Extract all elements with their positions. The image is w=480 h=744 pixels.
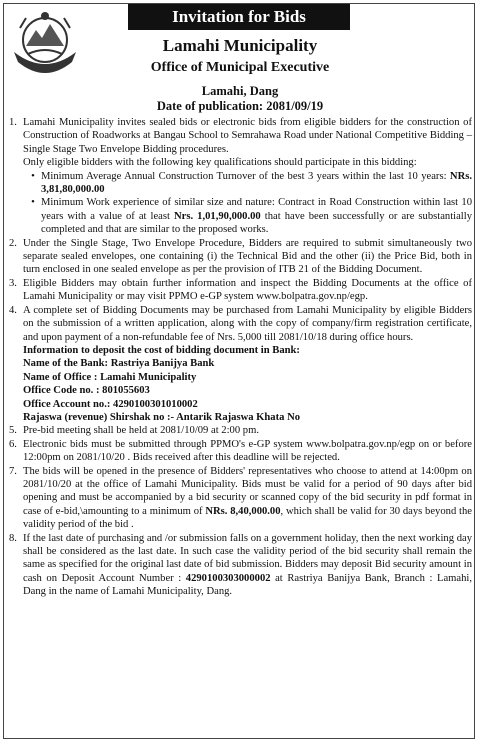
- item-number: 5.: [9, 425, 17, 437]
- item-text: Lamahi Municipality invites sealed bids or electronic bids from eligible bidders for the construction of Construction of Roadworks at Bangau School to Semrahawa Road under National Competitive Bidding – Single Stage Two Envelope Bidding procedures.: [23, 117, 472, 155]
- turnover-amount: NRs. 3,81,80,000.00: [41, 170, 472, 196]
- notice-body: [9, 116, 472, 599]
- list-item: [9, 424, 472, 437]
- bid-security-amount: NRs. 8,40,000.00: [205, 505, 281, 517]
- list-item: [9, 277, 472, 304]
- office-code: Office Code no. : 801055603: [23, 385, 150, 397]
- bank-info-heading: Information to deposit the cost of bidding document in Bank:: [23, 344, 300, 356]
- office-name: Office of Municipal Executive: [150, 60, 330, 75]
- item-number: 2.: [9, 237, 17, 249]
- list-item: [9, 532, 472, 599]
- item-text: Electronic bids must be submitted through PPMO's e-GP system www.bolpatra.gov.np/egp on or before 12:00pm on 2081/10/20 . Bids received after this deadline will be rejected.: [23, 438, 472, 464]
- item-text: , which shall be valid for 30 days beyond the validity period of the bid .: [23, 505, 472, 531]
- publication-date: Date of publication: 2081/09/19: [156, 99, 324, 113]
- banner-title: Invitation for Bids: [128, 4, 350, 30]
- list-item: [9, 438, 472, 465]
- item-number: 7.: [9, 465, 17, 477]
- item-text: Only eligible bidders with the following key qualifications should participate in this bidding:: [23, 157, 417, 169]
- list-item: [9, 116, 472, 237]
- qualification-text: Minimum Average Annual Construction Turnover of the best 3 years within the last 10 years:: [41, 170, 450, 182]
- qualification-bullet: [25, 196, 472, 236]
- bullet-icon: •: [31, 170, 35, 182]
- bullet-icon: •: [31, 197, 35, 209]
- item-text: Eligible Bidders may obtain further information and inspect the Bidding Documents at the office of Lamahi Municipality or may visit PPMO e-GP system www.bolpatra.gov.np/egp.: [23, 277, 472, 303]
- organization-name: Lamahi Municipality: [162, 36, 318, 55]
- item-number: 3.: [9, 277, 17, 289]
- list-item: [9, 304, 472, 425]
- qualification-bullet: [25, 170, 472, 197]
- list-item: [9, 237, 472, 277]
- bank-name: Name of the Bank: Rastriya Banijya Bank: [23, 358, 215, 370]
- revenue-heading: Rajaswa (revenue) Shirshak no :- Antarik Rajaswa Khata No: [23, 411, 301, 423]
- location: Lamahi, Dang: [201, 84, 279, 98]
- experience-amount: Nrs. 1,01,90,000.00: [174, 210, 261, 222]
- item-text: A complete set of Bidding Documents may be purchased from Lamahi Municipality by eligible Bidders on the submission of a written application, along with the copy of company/firm registration certificate, and upon payment of a non-refundable fee of Nrs. 5,000 till 2081/10/18 during office hours.: [23, 304, 472, 343]
- item-number: 1.: [9, 117, 17, 128]
- item-number: 6.: [9, 438, 17, 450]
- list-item: [9, 465, 472, 532]
- item-number: 8.: [9, 532, 17, 544]
- item-text: If the last date of purchasing and /or submission falls on a government holiday, then the next working day shall be considered as the last date. In such case the validity period of the bid security shall remain the same as specified for the original last date of bid submission. Bidders may deposit Bid security amount in cash on Deposit Account Number :: [23, 532, 472, 584]
- item-text: The bids will be opened in the presence of Bidders' representatives who choose to attend at 14:00pm on 2081/10/20 at the office of Lamahi Municipality. Bids must be valid for a period of 90 days after bid opening and must be accompanied by a bid security or scanned copy of the bid security in pdf format in case of e-bid,\amounting to a minimum of: [23, 465, 472, 517]
- office-account: Office Account no.: 4290100301010002: [23, 398, 198, 410]
- qualification-text: Minimum Work experience of similar size and nature: Contract in Road Construction within last 10 years with a value of at least: [41, 197, 472, 222]
- qualification-text: that have been successfully or are substantially completed and that are similar to the proposed works.: [41, 210, 472, 236]
- item-text: Pre-bid meeting shall be held at 2081/10/09 at 2:00 pm.: [23, 425, 259, 437]
- office-name-line: Name of Office : Lamahi Municipality: [23, 371, 197, 383]
- deposit-account-number: 4290100303000002: [185, 572, 271, 584]
- item-text: Under the Single Stage, Two Envelope Procedure, Bidders are required to submit simultaneously two separate sealed envelopes, one containing (i) the Technical Bid and the other (ii) the Price Bid, both in turn enclosed in one sealed envelope as per the provision of ITB 21 of the Bidding Document.: [23, 237, 472, 276]
- item-text: at Rastriya Banijya Bank, Branch : Lamahi, Dang in the name of Lamahi Municipality, Dang.: [23, 572, 472, 598]
- item-number: 4.: [9, 304, 17, 316]
